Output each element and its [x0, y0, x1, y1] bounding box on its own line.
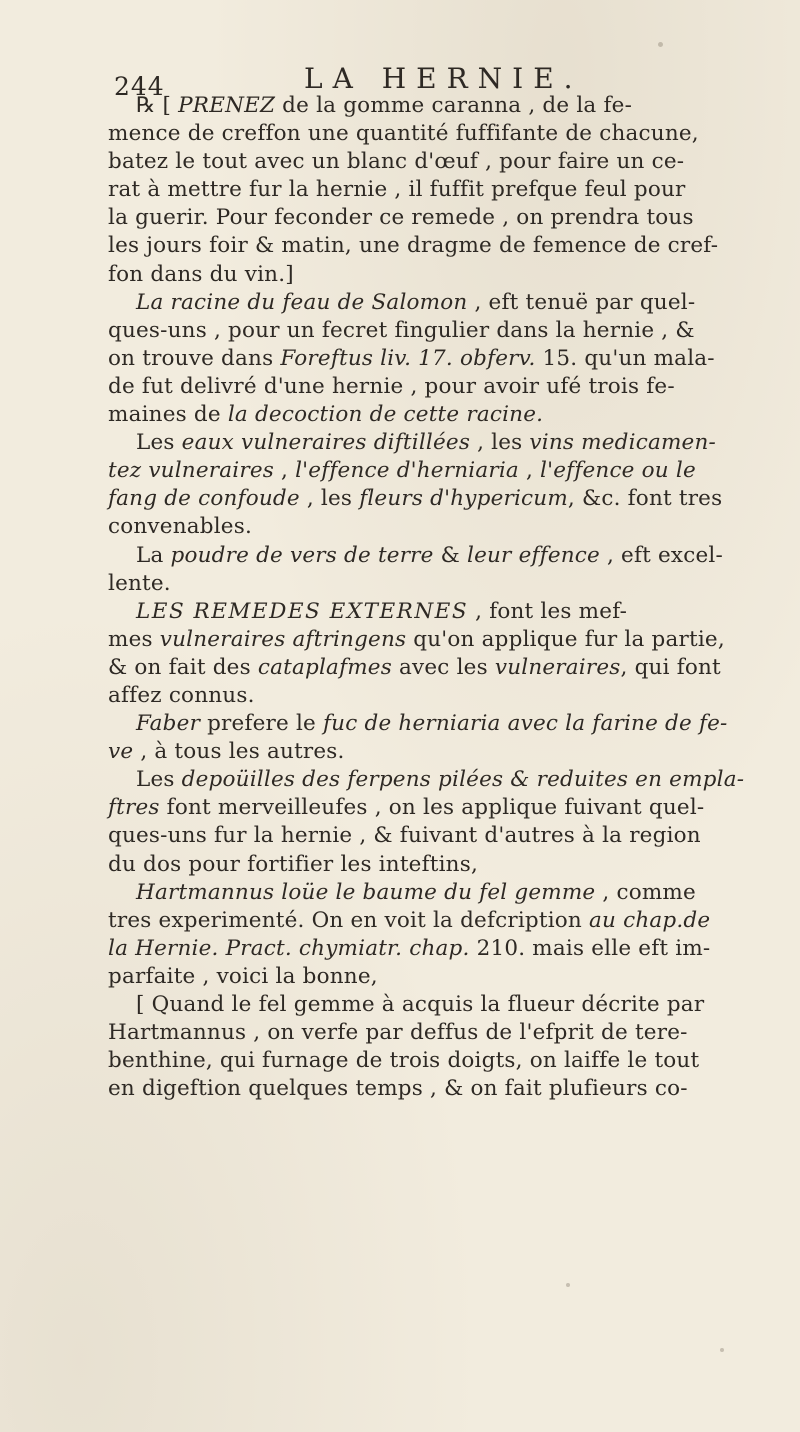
- text-segment: & on fait des: [108, 654, 258, 680]
- text-line: [108, 738, 788, 766]
- italic-text: cataplafmes: [257, 654, 392, 680]
- text-segment: tres experimenté. On en voit la defcription: [108, 907, 590, 933]
- text-segment: , qui font: [620, 654, 721, 680]
- text-line: [108, 148, 788, 176]
- italic-text: PRENEZ: [178, 93, 276, 118]
- running-title: LA HERNIE.: [304, 62, 583, 95]
- italic-text: la decoction de cette racine.: [227, 402, 544, 428]
- italic-text: ve: [108, 739, 134, 765]
- italic-text: vulneraires aftringens: [159, 626, 407, 652]
- page-number: 244: [114, 72, 165, 101]
- italic-text: ftres: [108, 795, 160, 821]
- text-line: [108, 120, 788, 148]
- italic-text: l'effence d'herniaria: [295, 458, 519, 484]
- text-segment: affez connus.: [108, 682, 255, 708]
- text-segment: ques-uns fur la hernie , & fuivant d'autres à la region: [108, 823, 701, 849]
- italic-text: vulneraires: [494, 654, 621, 680]
- text-line: [108, 429, 788, 457]
- text-segment: prefere le: [200, 711, 323, 737]
- text-segment: de la gomme caranna , de la fe-: [275, 93, 633, 118]
- text-segment: fon dans du vin.]: [108, 261, 294, 287]
- text-segment: du dos pour fortifier les inteftins,: [108, 851, 478, 877]
- italic-text: fang de confoude: [108, 486, 300, 512]
- text-segment: &: [433, 542, 468, 568]
- italic-text: La racine du feau de Salomon: [136, 289, 468, 315]
- text-line: [108, 204, 788, 232]
- text-segment: Les: [136, 767, 182, 793]
- text-segment: , les: [299, 486, 360, 512]
- text-line: [108, 401, 788, 429]
- text-line: [108, 654, 788, 682]
- text-segment: avec les: [391, 654, 495, 680]
- text-line: [108, 991, 788, 1019]
- italic-text: poudre de vers de terre: [170, 542, 434, 568]
- paper-spot: [658, 42, 663, 47]
- italic-text: leur effence: [467, 542, 600, 568]
- text-line: [108, 682, 788, 710]
- paper-spot: [720, 1348, 724, 1352]
- text-segment: on trouve dans: [108, 345, 281, 371]
- text-segment: de fut delivré d'une hernie , pour avoir ufé trois fe-: [108, 373, 675, 399]
- text-line: [108, 345, 788, 373]
- text-line: [108, 851, 788, 879]
- text-line: [108, 373, 788, 401]
- text-line: [108, 935, 788, 963]
- italic-text: fleurs d'hypericum: [359, 486, 568, 512]
- body-text: [108, 92, 788, 1103]
- italic-text: Foreftus liv. 17. obferv.: [280, 345, 536, 371]
- text-segment: , font les mef-: [468, 598, 628, 624]
- text-segment: la guerir. Pour feconder ce remede , on prendra tous: [108, 205, 694, 231]
- text-segment: , &c. font tres: [567, 486, 723, 512]
- text-line: [108, 92, 788, 120]
- text-segment: les jours foir & matin, une dragme de femence de cref-: [108, 233, 719, 259]
- text-line: [108, 907, 788, 935]
- italic-text: fuc de herniaria avec la farine de fe-: [323, 711, 728, 737]
- text-segment: en digeftion quelques temps , & on fait plufieurs co-: [108, 1076, 688, 1102]
- text-segment: , les: [470, 430, 530, 456]
- text-segment: , à tous les autres.: [133, 739, 345, 765]
- text-line: [108, 513, 788, 541]
- text-segment: ℞ [: [136, 93, 179, 118]
- text-line: [108, 1075, 788, 1103]
- text-line: [108, 457, 788, 485]
- italic-text: Hartmannus loüe le baume du fel gemme: [136, 879, 596, 905]
- text-line: [108, 261, 788, 289]
- italic-text: l'effence ou le: [540, 458, 696, 484]
- italic-text: vins medicamen-: [529, 430, 716, 456]
- text-line: [108, 542, 788, 570]
- text-segment: font merveilleufes , on les applique fuivant quel-: [159, 795, 705, 821]
- text-segment: , eft excel-: [599, 542, 723, 568]
- text-segment: maines de: [108, 402, 228, 428]
- text-segment: , comme: [595, 879, 696, 905]
- text-line: [108, 1047, 788, 1075]
- text-segment: rat à mettre fur la hernie , il fuffit prefque feul pour: [108, 177, 686, 203]
- text-segment: Les: [136, 430, 182, 456]
- text-line: [108, 232, 788, 260]
- text-segment: , eft tenuë par quel-: [467, 289, 696, 315]
- italic-text: eaux vulneraires diftillées: [181, 430, 471, 456]
- text-line: [108, 710, 788, 738]
- paper-spot: [566, 1283, 570, 1287]
- text-line: [108, 879, 788, 907]
- text-segment: ques-uns , pour un fecret fingulier dans la hernie , &: [108, 317, 695, 343]
- text-line: [108, 289, 788, 317]
- text-line: [108, 626, 788, 654]
- text-line: [108, 963, 788, 991]
- text-segment: Hartmannus , on verfe par deffus de l'efprit de tere-: [108, 1020, 688, 1046]
- text-segment: mence de creffon une quantité fuffifante de chacune,: [108, 121, 699, 147]
- text-line: [108, 598, 788, 626]
- italic-text: au chap.de: [589, 907, 711, 933]
- text-segment: parfaite , voici la bonne,: [108, 963, 378, 989]
- italic-text: Faber: [136, 711, 201, 737]
- text-segment: ,: [273, 458, 296, 484]
- text-segment: qu'on applique fur la partie,: [406, 626, 725, 652]
- text-line: [108, 766, 788, 794]
- text-line: [108, 176, 788, 204]
- text-segment: convenables.: [108, 514, 252, 540]
- text-segment: mes: [108, 626, 160, 652]
- text-segment: batez le tout avec un blanc d'œuf , pour faire un ce-: [108, 149, 685, 175]
- text-segment: [ Quand le fel gemme à acquis la flueur décrite par: [136, 992, 705, 1017]
- text-line: [108, 485, 788, 513]
- italic-text: la Hernie. Pract. chymiatr. chap.: [108, 935, 470, 961]
- text-segment: benthine, qui furnage de trois doigts, on laiffe le tout: [108, 1048, 700, 1074]
- section-heading: LES REMEDES EXTERNES: [136, 598, 469, 624]
- text-segment: 15. qu'un mala-: [535, 345, 715, 371]
- text-line: [108, 570, 788, 598]
- text-line: [108, 1019, 788, 1047]
- text-line: [108, 822, 788, 850]
- text-line: [108, 317, 788, 345]
- text-segment: ,: [518, 458, 541, 484]
- text-line: [108, 794, 788, 822]
- text-segment: La: [136, 542, 171, 568]
- text-segment: lente.: [108, 570, 171, 596]
- text-segment: 210. mais elle eft im-: [469, 935, 711, 961]
- italic-text: depoüilles des ferpens pilées & reduites en empla-: [181, 767, 745, 793]
- italic-text: tez vulneraires: [108, 458, 274, 484]
